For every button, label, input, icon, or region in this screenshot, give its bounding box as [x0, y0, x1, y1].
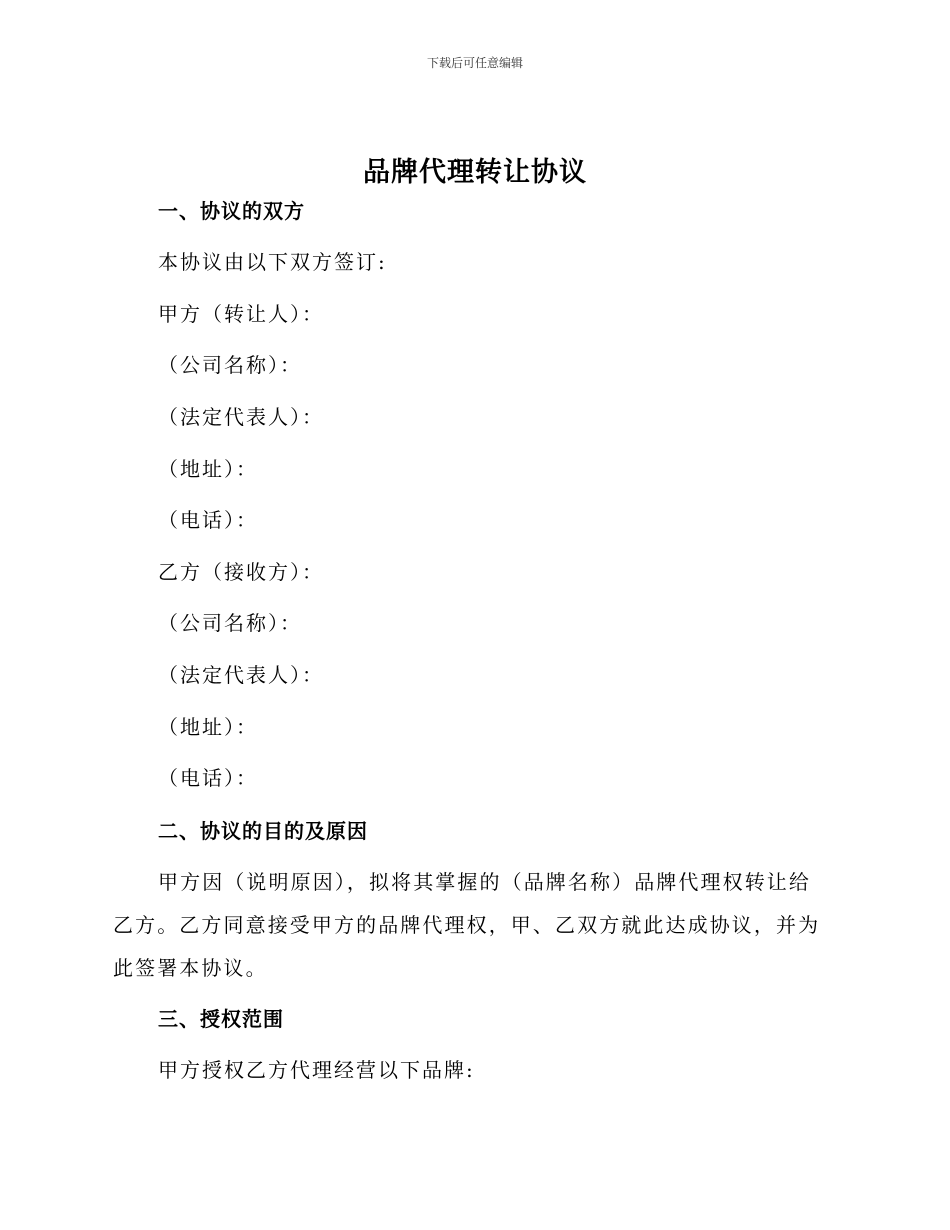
section-1-heading: 一、协议的双方 — [158, 199, 305, 223]
party-a-address: （地址）： — [158, 457, 258, 481]
header-note: 下载后可任意编辑 — [426, 56, 523, 70]
party-b-representative: （法定代表人）： — [158, 663, 324, 687]
party-a-label: 甲方（转让人）： — [158, 302, 324, 326]
party-b-phone: （电话）： — [158, 766, 258, 790]
party-a-phone: （电话）： — [158, 508, 258, 532]
party-b-company: （公司名称）： — [158, 611, 302, 635]
party-b-label: 乙方（接收方）： — [158, 560, 324, 584]
party-b-address: （地址）： — [158, 715, 258, 739]
party-a-company: （公司名称）： — [158, 353, 302, 377]
section-1-intro: 本协议由以下双方签订: — [158, 250, 387, 274]
section-2-body: 甲方因（说明原因），拟将其掌握的（品牌名称）品牌代理权转让给乙方。乙方同意接受甲方的品牌代理权，甲、乙双方就此达成协议，并为此签署本协议。 — [113, 870, 821, 980]
document-title: 品牌代理转让协议 — [363, 157, 587, 188]
section-3-body: 甲方授权乙方代理经营以下品牌: — [158, 1058, 475, 1082]
section-2-heading: 二、协议的目的及原因 — [158, 819, 368, 843]
party-a-representative: （法定代表人）： — [158, 405, 324, 429]
section-3-heading: 三、授权范围 — [158, 1007, 284, 1031]
